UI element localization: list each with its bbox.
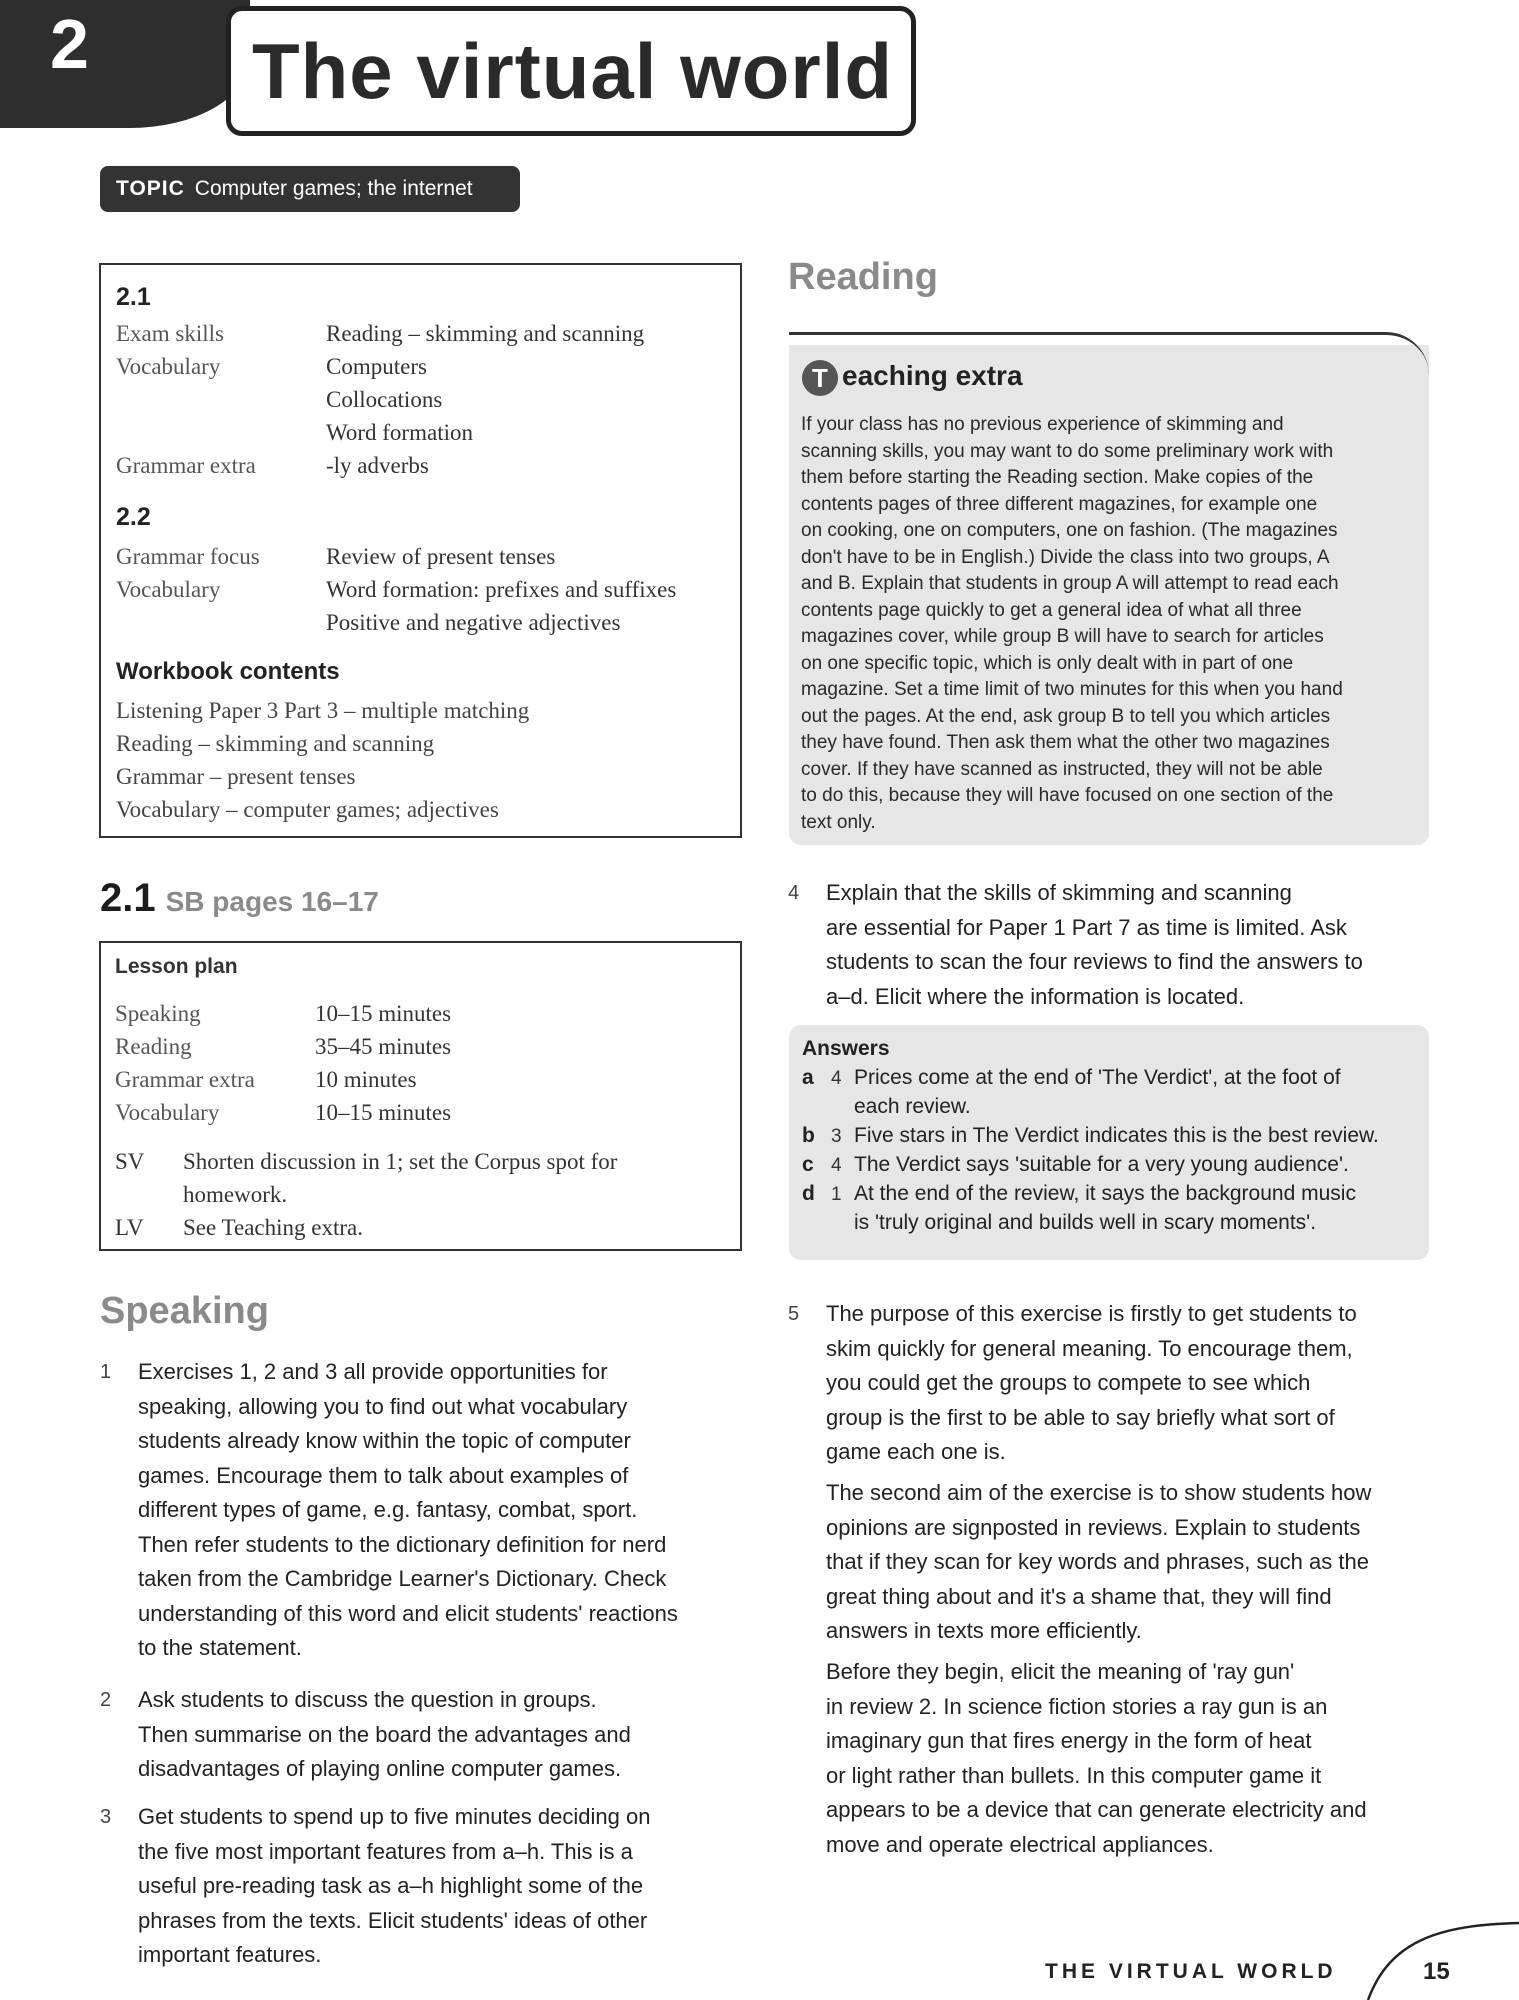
speaking-text-line: taken from the Cambridge Learner's Dictionary. Check (138, 1566, 667, 1591)
item-number: 5 (788, 1303, 800, 1325)
contents-value: Word formation: prefixes and suffixes (326, 577, 677, 602)
teaching-extra-line: don't have to be in English.) Divide the class into two groups, A (801, 546, 1330, 568)
answer-review-number: 4 (831, 1155, 842, 1176)
sv-text-line: Shorten discussion in 1; set the Corpus spot for (183, 1149, 618, 1174)
sb-pages-heading (100, 876, 379, 921)
lesson-plan-box (99, 941, 742, 1251)
sb-pages: SB pages 16–17 (165, 886, 379, 917)
speaking-text-line: useful pre-reading task as a–h highlight some of the (138, 1873, 644, 1898)
contents-value: -ly adverbs (326, 453, 429, 478)
reading-text-line: or light rather than bullets. In this computer game it (826, 1762, 1322, 1788)
teaching-extra-line: scanning skills, you may want to do some preliminary work with (801, 440, 1334, 462)
lesson-duration: 10–15 minutes (315, 1001, 452, 1026)
answer-text: Five stars in The Verdict indicates this is the best review. (854, 1124, 1379, 1147)
speaking-text-line: Exercises 1, 2 and 3 all provide opportunities for (138, 1359, 608, 1384)
teaching-extra-line: magazines cover, while group B will have to search for articles (801, 626, 1324, 647)
speaking-text-line: phrases from the texts. Elicit students' ideas of other (138, 1907, 648, 1933)
speaking-text-line: to the statement. (138, 1635, 302, 1660)
contents-value: Positive and negative adjectives (326, 610, 621, 635)
reading-text-line: imaginary gun that fires energy in the form of heat (826, 1728, 1312, 1753)
teaching-extra-line: contents page quickly to get a general idea of what all three (801, 599, 1302, 621)
lesson-duration: 10 minutes (315, 1067, 417, 1092)
reading-text-line: appears to be a device that can generate electricity and (826, 1797, 1367, 1822)
workbook-item: Grammar – present tenses (116, 764, 356, 789)
reading-text-line: move and operate electrical appliances. (826, 1831, 1214, 1857)
speaking-text-line: the five most important features from a–h. This is a (138, 1838, 633, 1864)
lv-text: See Teaching extra. (183, 1215, 363, 1240)
teaching-extra-text (801, 412, 1401, 836)
teaching-extra-line: to do this, because they will have focused on one section of the (801, 785, 1334, 806)
answer-text: each review. (854, 1095, 971, 1118)
answers-heading: Answers (802, 1037, 890, 1060)
teaching-extra-line: and B. Explain that students in group A will attempt to read each (801, 573, 1339, 594)
speaking-text-line: Then refer students to the dictionary definition for nerd (138, 1531, 667, 1557)
footer-running-title: THE VIRTUAL WORLD (1045, 1960, 1337, 1983)
speaking-text-line: games. Encourage them to talk about examples of (138, 1462, 629, 1488)
answer-review-number: 3 (831, 1126, 842, 1147)
reading-text-line: that if they scan for key words and phrases, such as the (826, 1549, 1369, 1574)
lesson-activity: Grammar extra (115, 1067, 255, 1092)
chapter-badge (0, 0, 250, 128)
contents-value: Review of present tenses (326, 544, 556, 569)
sv-text-line: homework. (183, 1182, 288, 1207)
teaching-extra-line: them before starting the Reading section. Make copies of the (801, 467, 1314, 488)
answers-box (789, 1025, 1429, 1260)
contents-label: Vocabulary (116, 354, 221, 379)
contents-value: Computers (326, 354, 427, 379)
teaching-extra-line: on one specific topic, which is only dealt with in part of one (801, 652, 1294, 674)
reading-text-line: Before they begin, elicit the meaning of 'ray gun' (826, 1659, 1295, 1684)
speaking-text-line: disadvantages of playing online computer games. (138, 1756, 622, 1781)
workbook-heading: Workbook contents (116, 658, 340, 685)
chapter-number: 2 (50, 5, 89, 83)
page-title: The virtual world (252, 27, 894, 115)
contents-label: Vocabulary (116, 577, 221, 602)
reading-text-line: students to scan the four reviews to find the answers to (826, 949, 1363, 974)
answer-review-number: 4 (831, 1068, 842, 1089)
topic-text: Computer games; the internet (194, 177, 473, 200)
lesson-duration: 35–45 minutes (315, 1034, 452, 1059)
teaching-extra-line: on cooking, one on computers, one on fashion. (The magazines (801, 520, 1338, 541)
speaking-text-line: different types of game, e.g. fantasy, combat, sport. (138, 1497, 638, 1522)
teaching-extra-badge: T (802, 360, 838, 396)
topic-bar (100, 166, 520, 212)
page-number: 15 (1423, 1958, 1450, 1985)
lesson-activity: Speaking (115, 1001, 201, 1026)
answer-text: is 'truly original and builds well in scary moments'. (854, 1211, 1317, 1234)
speaking-heading: Speaking (100, 1290, 269, 1332)
teaching-extra-line: cover. If they have scanned as instructed, they will not be able (801, 758, 1323, 780)
answer-text: Prices come at the end of 'The Verdict', at the foot of (854, 1066, 1341, 1089)
answer-text: The Verdict says 'suitable for a very young audience'. (854, 1153, 1349, 1176)
item-number: 1 (100, 1361, 112, 1383)
answer-review-number: 1 (831, 1184, 842, 1205)
speaking-text-line: Ask students to discuss the question in groups. (138, 1687, 597, 1712)
speaking-text-line: Then summarise on the board the advantages and (138, 1721, 631, 1747)
reading-text-line: great thing about and it's a shame that, they will find (826, 1583, 1332, 1609)
reading-heading: Reading (788, 256, 938, 298)
teaching-extra-line: text only. (801, 811, 876, 833)
sb-number: 2.1 (100, 876, 156, 920)
contents-label: Exam skills (116, 321, 224, 346)
contents-value: Collocations (326, 387, 443, 412)
teaching-extra-line: contents pages of three different magazines, for example one (801, 493, 1318, 515)
reading-text-line: answers in texts more efficiently. (826, 1618, 1142, 1643)
speaking-text-line: students already know within the topic of computer (138, 1428, 631, 1453)
reading-text-line: The purpose of this exercise is firstly to get students to (826, 1301, 1357, 1326)
lv-label: LV (115, 1215, 144, 1240)
item-number: 2 (100, 1689, 112, 1711)
item-number: 4 (788, 882, 800, 904)
sv-label: SV (115, 1149, 145, 1174)
workbook-item: Reading – skimming and scanning (116, 731, 435, 756)
reading-text-line: in review 2. In science fiction stories a ray gun is an (826, 1693, 1328, 1719)
speaking-text-line: speaking, allowing you to find out what vocabulary (138, 1393, 628, 1419)
answer-letter: b (802, 1124, 815, 1147)
contents-value: Word formation (326, 420, 473, 445)
lesson-activity: Reading (115, 1034, 192, 1059)
reading-text-line: group is the first to be able to say briefly what sort of (826, 1404, 1335, 1430)
contents-label: Grammar focus (116, 544, 260, 569)
answer-letter: d (802, 1182, 815, 1205)
section-heading-2-2: 2.2 (116, 503, 151, 531)
unit-contents-box (99, 263, 742, 838)
speaking-text-line: Get students to spend up to five minutes deciding on (138, 1804, 651, 1829)
reading-text-line: skim quickly for general meaning. To encourage them, (826, 1335, 1353, 1361)
teaching-extra-line: magazine. Set a time limit of two minutes for this when you hand (801, 679, 1343, 700)
teaching-extra-line: they have found. Then ask them what the other two magazines (801, 732, 1330, 753)
contents-label: Grammar extra (116, 453, 256, 478)
reading-text-line: you could get the groups to compete to see which (826, 1370, 1311, 1395)
reading-text-line: are essential for Paper 1 Part 7 as time is limited. Ask (826, 914, 1347, 940)
reading-text-line: game each one is. (826, 1439, 1006, 1464)
lesson-duration: 10–15 minutes (315, 1100, 452, 1125)
item-number: 3 (100, 1806, 112, 1828)
answer-text: At the end of the review, it says the background music (854, 1182, 1356, 1205)
workbook-item: Listening Paper 3 Part 3 – multiple matching (116, 698, 530, 723)
lesson-plan-heading: Lesson plan (115, 955, 238, 978)
reading-text-line: Explain that the skills of skimming and scanning (826, 880, 1292, 905)
teaching-extra-line: out the pages. At the end, ask group B to tell you which articles (801, 705, 1331, 727)
answer-letter: c (802, 1153, 814, 1176)
contents-value: Reading – skimming and scanning (326, 321, 645, 346)
speaking-text-line: understanding of this word and elicit students' reactions (138, 1600, 678, 1626)
reading-text-line: opinions are signposted in reviews. Explain to students (826, 1514, 1361, 1540)
teaching-extra-line: If your class has no previous experience of skimming and (801, 414, 1284, 435)
reading-text-line: a–d. Elicit where the information is located. (826, 983, 1245, 1009)
lesson-activity: Vocabulary (115, 1100, 220, 1125)
topic-label: TOPIC (116, 177, 185, 200)
workbook-item: Vocabulary – computer games; adjectives (116, 797, 499, 822)
section-heading-2-1: 2.1 (116, 283, 151, 311)
teaching-extra-title: eaching extra (842, 360, 1023, 391)
reading-text-line: The second aim of the exercise is to show students how (826, 1480, 1372, 1505)
answer-letter: a (802, 1066, 814, 1089)
speaking-text-line: important features. (138, 1942, 322, 1967)
